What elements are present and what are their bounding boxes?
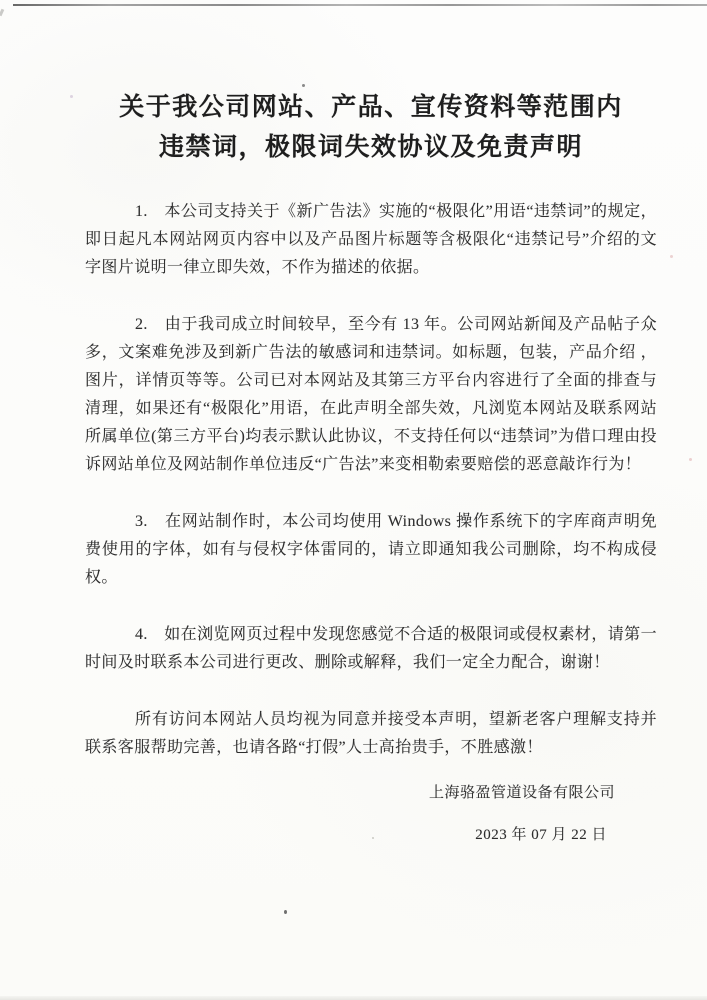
signature-block: [85, 783, 657, 845]
scan-speck: [670, 255, 673, 258]
paragraph-4: 4. 如在浏览网页过程中发现您感觉不合适的极限词或侵权素材，请第一时间及时联系本公司进行更改、删除或解释，我们一定全力配合，谢谢！: [85, 626, 657, 671]
scan-speck: [689, 458, 692, 461]
signature-date: 2023 年 07 月 22 日: [475, 827, 607, 843]
paragraph-2: 2. 由于我司成立时间较早，至今有 13 年。公司网站新闻及产品帖子众多，文案难免涉及到新广告法的敏感词和违禁词。如标题，包装，产品介绍 ，图片，详情页等等。公司已对本网站及其第三方平台内容进行了全面的排查与清理，如果还有“极限化”用语，在此声明全部失效，凡浏览本网站及联系网站所属单位(第三方平台)均表示默认此协议，不支持任何以“违禁词”为借口理由投诉网站单位及网站制作单位违反“广告法”来变相勒索要赔偿的恶意敲诈行为！: [85, 316, 657, 473]
scan-edge-bottom: [0, 996, 707, 1000]
document-title: [85, 88, 657, 168]
title-line-1: 关于我公司网站、产品、宣传资料等范围内: [119, 94, 623, 121]
paragraph-3: 3. 在网站制作时，本公司均使用 Windows 操作系统下的字库商声明免费使用的字体，如有与侵权字体雷同的，请立即通知我公司删除，均不构成侵权。: [85, 513, 657, 586]
title-line-2: 违禁词，极限词失效协议及免责声明: [158, 134, 583, 161]
paragraph-1: 1. 本公司支持关于《新广告法》实施的“极限化”用语“违禁词”的规定，即日起凡本网站网页内容中以及产品图片标题等含极限化“违禁记号”介绍的文字图片说明一律立即失效，不作为描述的依据。: [85, 203, 657, 276]
scan-speck: [284, 910, 287, 914]
scan-edge-notch: [0, 9, 4, 17]
document-body: [85, 198, 657, 791]
paragraph-5: 所有访问本网站人员均视为同意并接受本声明，望新老客户理解支持并联系客服帮助完善，也请各路“打假”人士高抬贵手，不胜感激！: [85, 711, 657, 756]
scan-speck: [70, 95, 73, 98]
company-name: 上海骆盈管道设备有限公司: [428, 785, 615, 801]
scan-edge-top: [13, 4, 707, 6]
scan-speck: [302, 84, 305, 87]
